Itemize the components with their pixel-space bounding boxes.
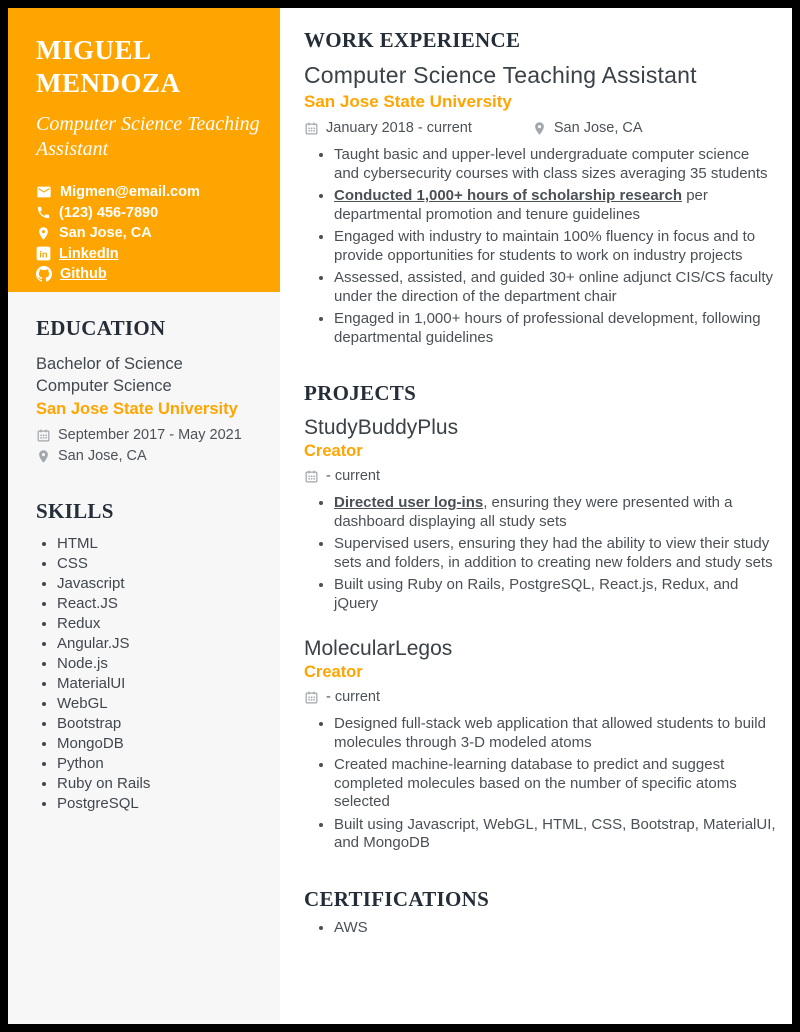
bullet-item: [334, 576, 778, 613]
bullet-item: [334, 187, 778, 224]
project-dates: - current: [326, 468, 380, 484]
location-icon: [36, 226, 51, 241]
sidebar-header: [8, 8, 280, 292]
certifications-heading: CERTIFICATIONS: [304, 886, 490, 911]
bullet-item: [334, 535, 778, 572]
contact-linkedin-link[interactable]: LinkedIn: [59, 245, 119, 262]
education-location: San Jose, CA: [58, 448, 147, 464]
bullet-item: [334, 310, 778, 347]
certification-item: • AWS: [334, 919, 778, 938]
location-icon: [532, 121, 547, 136]
bullet-text: Built using Javascript, WebGL, HTML, CSS, Bootstrap, MaterialUI, and MongoDB: [334, 815, 776, 851]
project-bullets: [304, 494, 778, 613]
work-experience-section: [304, 28, 778, 347]
bullet-text: Designed full-stack web application that allowed students to build molecules through 3-D modeled atoms: [334, 715, 766, 751]
contact-location-text: San Jose, CA: [59, 225, 152, 242]
calendar-icon: [304, 469, 319, 484]
calendar-icon: [304, 690, 319, 705]
bullet-bold: Directed user log-ins: [334, 494, 484, 511]
bullet-text: Assessed, assisted, and guided 30+ online adjunct CIS/CS faculty under the direction of the department chair: [334, 269, 774, 305]
project-dates-row: [304, 687, 778, 708]
person-name-line1: MIGUEL: [36, 35, 152, 65]
skills-list: [36, 534, 260, 814]
contact-github-link[interactable]: Github: [60, 266, 107, 283]
contact-location: [36, 223, 260, 244]
location-icon: [36, 449, 51, 464]
project-name: StudyBuddyPlus: [304, 416, 459, 439]
contact-phone-text: (123) 456-7890: [59, 204, 159, 221]
contact-linkedin[interactable]: [36, 244, 260, 265]
person-job-title: Computer Science Teaching Assistant: [36, 113, 260, 160]
skill-item: • Ruby on Rails: [57, 774, 260, 794]
calendar-icon: [304, 121, 319, 136]
project-role: Creator: [304, 663, 363, 681]
skill-item: • Redux: [57, 614, 260, 634]
work-bullets: [304, 146, 778, 347]
project-bullets: [304, 715, 778, 853]
contact-list: [36, 182, 260, 285]
skill-item: • Angular.JS: [57, 634, 260, 654]
skill-item: • Node.js: [57, 654, 260, 674]
linkedin-icon: [36, 246, 51, 261]
skill-item: • MaterialUI: [57, 674, 260, 694]
education-degree: Bachelor of Science: [36, 355, 183, 373]
contact-github[interactable]: [36, 264, 260, 285]
sidebar: [8, 8, 280, 1024]
work-location: San Jose, CA: [553, 120, 643, 136]
work-experience-heading: WORK EXPERIENCE: [304, 28, 521, 52]
skills-heading: SKILLS: [36, 499, 114, 523]
bullet-text: Supervised users, ensuring they had the ability to view their study sets and folders, in addition to creating new folders and study sets: [334, 535, 773, 571]
skill-item: • HTML: [57, 534, 260, 554]
bullet-item: [334, 756, 778, 812]
bullet-text: per departmental promotion and tenure guidelines: [334, 187, 708, 223]
work-location-group: [532, 118, 643, 139]
skill-item: • Bootstrap: [57, 714, 260, 734]
education-dates-row: [36, 425, 260, 446]
education-heading: EDUCATION: [36, 316, 166, 340]
bullet-text: Engaged in 1,000+ hours of professional development, following departmental guidelines: [334, 310, 761, 346]
skill-item: • WebGL: [57, 694, 260, 714]
skill-item: • MongoDB: [57, 734, 260, 754]
certifications-section: [304, 887, 778, 938]
bullet-text: Created machine-learning database to predict and suggest completed molecules based on the number of specific atoms selected: [334, 756, 737, 810]
bullet-item: [334, 816, 778, 853]
skill-item: • Python: [57, 754, 260, 774]
education-dates: September 2017 - May 2021: [58, 427, 242, 443]
education-location-row: [36, 446, 260, 467]
bullet-item: [334, 715, 778, 752]
bullet-text: Built using Ruby on Rails, PostgreSQL, React.js, Redux, and jQuery: [334, 576, 739, 612]
work-company: San Jose State University: [304, 92, 512, 111]
contact-phone: [36, 203, 260, 224]
bullet-text: Taught basic and upper-level undergraduate computer science and cybersecurity courses with class sizes averaging 35 students: [334, 146, 768, 182]
sidebar-body: [8, 292, 280, 814]
bullet-text: , ensuring they were presented with a dashboard displaying all study sets: [334, 494, 733, 530]
education-entry: [36, 353, 260, 467]
work-meta-row: [304, 118, 778, 139]
main-content: [280, 8, 792, 1024]
skill-item: • Javascript: [57, 574, 260, 594]
project-dates-row: [304, 466, 778, 487]
education-school: San Jose State University: [36, 400, 238, 418]
svg-text:in: in: [39, 249, 48, 260]
skill-item: • CSS: [57, 554, 260, 574]
education-major: Computer Science: [36, 377, 172, 395]
education-section: [36, 316, 260, 467]
project-dates: - current: [326, 689, 380, 705]
contact-email-text: Migmen@email.com: [60, 184, 200, 201]
email-icon: [36, 184, 52, 200]
certifications-list: [304, 919, 778, 938]
person-name-line2: MENDOZA: [36, 68, 181, 98]
bullet-item: [334, 269, 778, 306]
github-icon: [36, 266, 52, 282]
phone-icon: [36, 205, 51, 220]
project-studybuddyplus: [304, 416, 778, 613]
skills-section: [36, 499, 260, 814]
project-name: MolecularLegos: [304, 637, 453, 660]
resume-page: [8, 8, 792, 1024]
project-molecularlegos: [304, 637, 778, 853]
skill-item: • React.JS: [57, 594, 260, 614]
work-dates-group: [304, 118, 472, 139]
calendar-icon: [36, 428, 51, 443]
work-dates: January 2018 - current: [326, 120, 472, 136]
bullet-item: [334, 146, 778, 183]
bullet-item: [334, 228, 778, 265]
bullet-bold: Conducted 1,000+ hours of scholarship research: [334, 187, 683, 204]
project-role: Creator: [304, 442, 363, 460]
projects-heading: PROJECTS: [304, 381, 417, 405]
contact-email: [36, 182, 260, 203]
work-job-title: Computer Science Teaching Assistant: [304, 62, 697, 88]
person-name: [36, 34, 260, 100]
bullet-item: [334, 494, 778, 531]
projects-section: [304, 381, 778, 853]
bullet-text: Engaged with industry to maintain 100% fluency in focus and to provide opportunities for students to work on industry projects: [334, 228, 756, 264]
skill-item: • PostgreSQL: [57, 794, 260, 814]
